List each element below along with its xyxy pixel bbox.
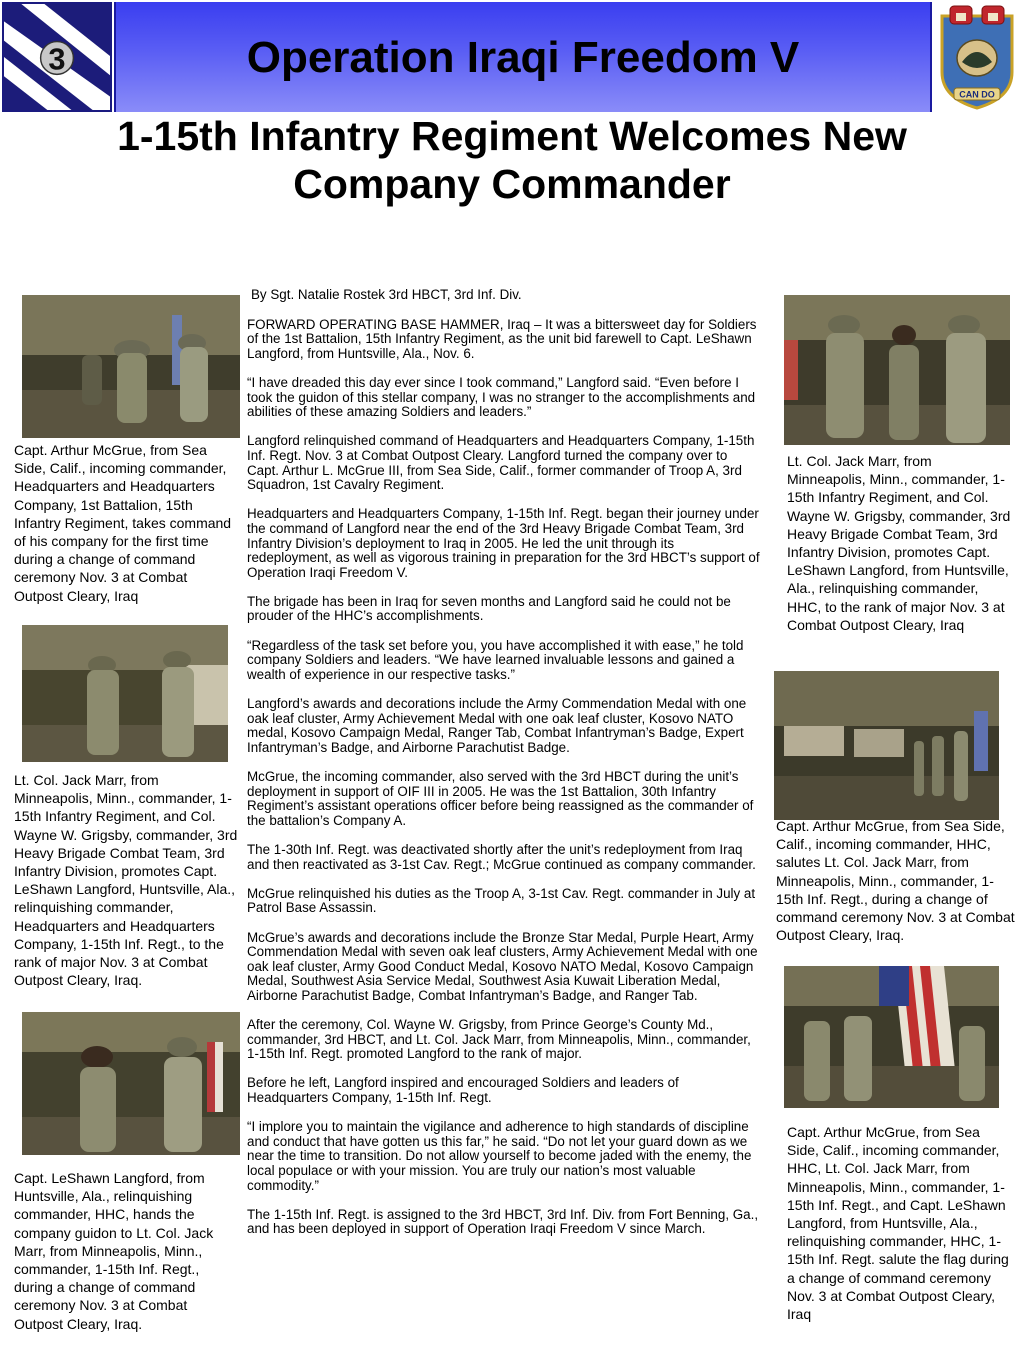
photo-right-1 xyxy=(784,295,1010,445)
photo-left-1 xyxy=(22,295,240,438)
svg-text:CAN DO: CAN DO xyxy=(959,89,995,100)
photo-left-3 xyxy=(22,1012,240,1155)
caption-right-3: Capt. Arthur McGrue, from Sea Side, Calif., incoming commander, HHC, Lt. Col. Jack Marr, from Minneapolis, Minn., commander, 1-15th Inf. Regt., and Capt. LeShawn Langford, from Huntsville, Ala., relinquishing commander, HHC, 1-15th Inf. Regt. salute the flag during a change of command ceremony Nov. 3 at Combat Outpost Cleary, Iraq xyxy=(787,1124,1009,1323)
article-paragraph: FORWARD OPERATING BASE HAMMER, Iraq – It was a bittersweet day for Soldiers of the 1st Battalion, 15th Infantry Regiment, as the unit bid farewell to Capt. LeShawn Langford, from Huntsville, Ala., Nov. 6. xyxy=(247,316,757,361)
caption-left-2: Lt. Col. Jack Marr, from Minneapolis, Minn., commander, 1-15th Infantry Regiment, and Col. Wayne W. Grigsby, commander, 3rd Heavy Brigade Combat Team, 3rd Infantry Division, promotes Capt. LeShawn Langford, Huntsville, Ala., relinquishing commander, Headquarters and Headquarters Company, 1-15th Inf. Regt., to the rank of major Nov. 3 at Combat Outpost Cleary, Iraq. xyxy=(14,772,238,989)
headline xyxy=(20,112,1004,208)
headline-line-2: Company Commander xyxy=(293,161,731,207)
article-body xyxy=(247,288,760,1252)
caption-left-3: Capt. LeShawn Langford, from Huntsville, Ala., relinquishing commander, HHC, hands the company guidon to Lt. Col. Jack Marr, from Minneapolis, Minn., commander, 1-15th Inf. Regt., during a change of command ceremony Nov. 3 at Combat Outpost Cleary, Iraq. xyxy=(14,1170,214,1332)
caption-left-1: Capt. Arthur McGrue, from Sea Side, Calif., incoming commander, Headquarters and Headquarters Company, 1st Battalion, 15th Infantry Regiment, takes command of his company for the first time during a change of command ceremony Nov. 3 at Combat Outpost Cleary, Iraq xyxy=(14,442,232,604)
article-paragraph: McGrue, the incoming commander, also served with the 3rd HBCT during the unit’s deployment in support of OIF III in 2005. He was the 1st Battalion, 30th Infantry Regiment’s assistant operations officer before being reassigned as the commander of the battalion’s Company A. xyxy=(247,769,754,828)
photo-right-2 xyxy=(774,671,999,820)
article-paragraph: McGrue relinquished his duties as the Troop A, 3-1st Cav. Regt. commander in July at Patrol Base Assassin. xyxy=(247,885,756,916)
article-paragraph: The brigade has been in Iraq for seven months and Langford said he could not be prouder of the HHC’s accomplishments. xyxy=(247,593,731,624)
article-paragraph: The 1-30th Inf. Regt. was deactivated shortly after the unit’s redeployment from Iraq and then reactivated as 3-1st Cav. Regt.; McGrue continued as company commander. xyxy=(247,841,756,872)
article-paragraph: After the ceremony, Col. Wayne W. Grigsby, from Prince George’s County Md., commander, 3rd HBCT, and Lt. Col. Jack Marr, from Minneapolis, Minn., commander, 1-15th Inf. Regt. promoted Langford to the rank of major. xyxy=(247,1017,751,1062)
headline-line-1: 1-15th Infantry Regiment Welcomes New xyxy=(117,113,907,159)
article-paragraph: “I implore you to maintain the vigilance and adherence to high standards of discipline and conduct that have gotten us this far,” he said. “Do not let your guard down as we near the time to transition. Do not allow yourself to become jaded with the enemy, the local populace or with your mission. You are truly our nation’s most valuable commodity.” xyxy=(247,1119,752,1193)
article-paragraph: Langford relinquished command of Headquarters and Headquarters Company, 1-15th Inf. Regt. Nov. 3 at Combat Outpost Cleary. Langford turned the company over to Capt. Arthur L. McGrue III, from Sea Side, Calif., former commander of Troop A, 3rd Squadron, 1st Cavalry Regiment. xyxy=(247,433,755,493)
article-paragraph: Headquarters and Headquarters Company, 1-15th Inf. Regt. began their journey under the command of Langford near the end of the 3rd Heavy Brigade Combat Team, 3rd Infantry Division’s deployment to Iraq in 2005. He led the unit through its redeployment, as well as vigorous training in preparation for the 3rd HBCT’s support of Operation Iraqi Freedom V. xyxy=(247,506,760,580)
article-paragraph: McGrue’s awards and decorations include the Bronze Star Medal, Purple Heart, Army Commendation Medal with seven oak leaf clusters, Army Achievement Medal with one oak leaf cluster, Army Good Conduct Medal, Kosovo NATO Medal, Kosovo Campaign Medal, Southwest Asia Service Medal, Southwest Asia Kuwait Liberation Medal, Airborne Parachutist Badge, Combat Infantryman’s Badge, and Ranger Tab. xyxy=(247,929,758,1003)
article-paragraph: “I have dreaded this day ever since I took command,” Langford said. “Even before I took the guidon of this stellar company, I was no stranger to the accomplishments and abilities of these amazing Soldiers and leaders.” xyxy=(247,374,756,420)
article-paragraph: Langford’s awards and decorations include the Army Commendation Medal with one oak leaf cluster, Army Achievement Medal with one oak leaf cluster, Kosovo NATO medal, Kosovo Campaign Medal, Ranger Tab, Combat Infantryman’s Badge, Expert Infantryman’s Badge, and Airborne Parachutist Badge. xyxy=(247,696,747,755)
svg-text:3: 3 xyxy=(48,41,66,77)
article-paragraph: “Regardless of the task set before you, you have accomplished it with ease,” he told company Soldiers and leaders. “We have learned invaluable lessons and gained a wealth of experience in our respective tasks.” xyxy=(247,637,744,682)
page-banner xyxy=(0,0,1024,114)
banner-title: Operation Iraqi Freedom V xyxy=(246,33,800,82)
caption-right-1: Lt. Col. Jack Marr, from Minneapolis, Minn., commander, 1-15th Infantry Regiment, and Col. Wayne W. Grigsby, commander, 3rd Heavy Brigade Combat Team, 3rd Infantry Division, promotes Capt. LeShawn Langford, from Huntsville, Ala., relinquishing commander, HHC, to the rank of major Nov. 3 at Combat Outpost Cleary, Iraq xyxy=(787,453,1011,633)
3rd-infantry-division-patch-icon xyxy=(2,2,112,112)
article-paragraph: Before he left, Langford inspired and encouraged Soldiers and leaders of Headquarters Company, 1-15th Inf. Regt. xyxy=(247,1075,679,1106)
byline: By Sgt. Natalie Rostek 3rd HBCT, 3rd Inf. Div. xyxy=(251,287,522,302)
photo-left-2 xyxy=(22,625,228,762)
photo-right-3 xyxy=(784,966,999,1108)
15th-infantry-regiment-crest-icon xyxy=(932,2,1022,112)
article-paragraph: The 1-15th Inf. Regt. is assigned to the 3rd HBCT, 3rd Inf. Div. from Fort Benning, Ga., and has been deployed in support of Operation Iraqi Freedom V since March. xyxy=(247,1206,759,1237)
caption-right-2: Capt. Arthur McGrue, from Sea Side, Calif., incoming commander, HHC, salutes Lt. Col. Jack Marr, from Minneapolis, Minn., commander, 1-15th Inf. Regt., during a change of command ceremony Nov. 3 at Combat Outpost Cleary, Iraq. xyxy=(776,818,1015,944)
